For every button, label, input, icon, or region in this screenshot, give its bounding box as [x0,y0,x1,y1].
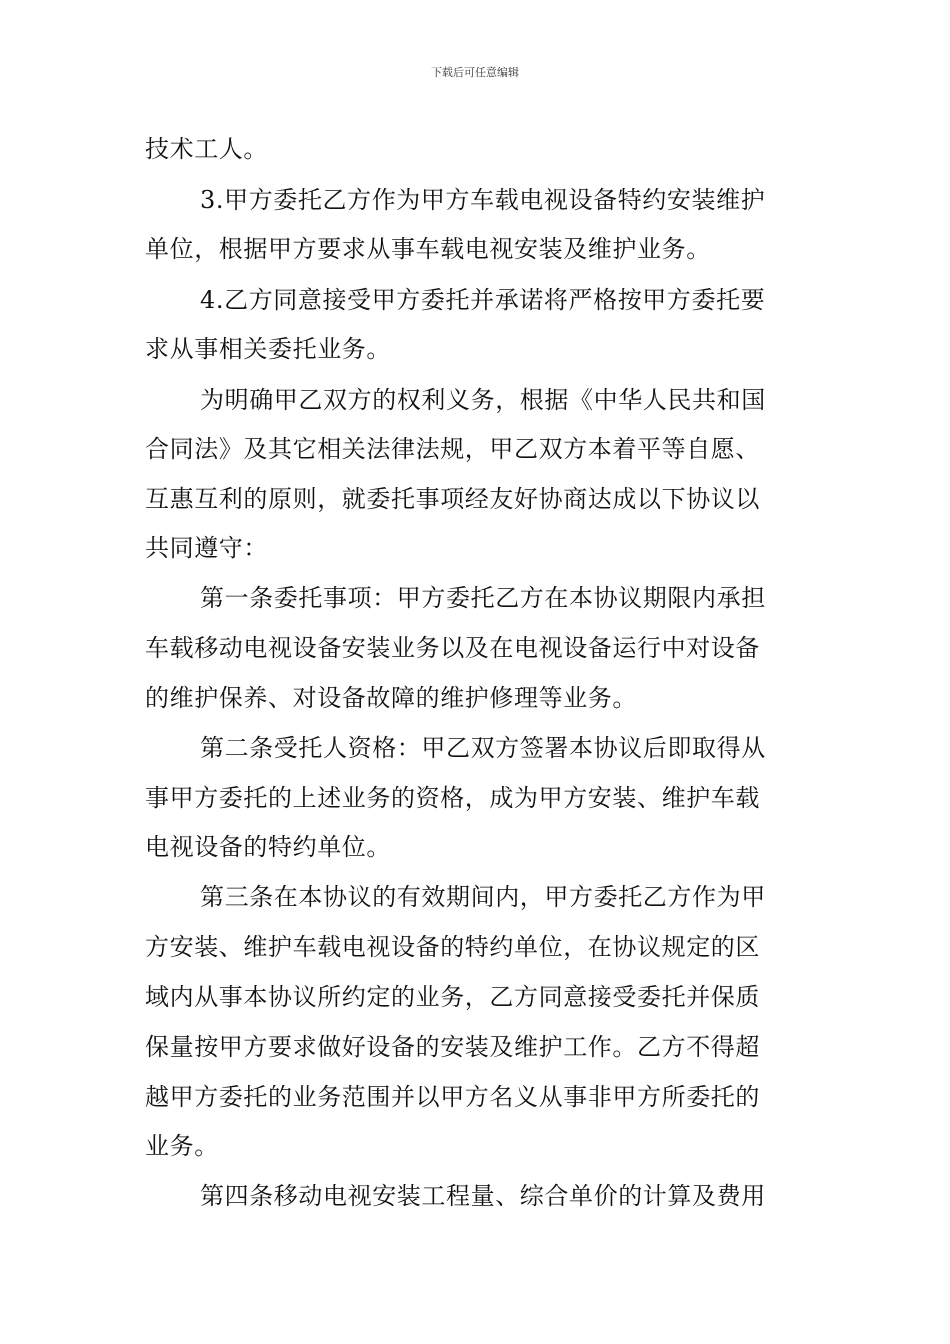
text-line: 车载移动电视设备安装业务以及在电视设备运行中对设备 [145,634,760,662]
text-line: 域内从事本协议所约定的业务，乙方同意接受委托并保质 [145,983,760,1011]
text-line: 4.乙方同意接受甲方委托并承诺将严格按甲方委托要 [200,286,766,314]
text-line: 单位，根据甲方要求从事车载电视安装及维护业务。 [145,235,711,263]
text-line: 第一条委托事项：甲方委托乙方在本协议期限内承担 [200,584,766,612]
text-line: 电视设备的特约单位。 [145,833,391,861]
text-line: 第二条受托人资格：甲乙双方签署本协议后即取得从 [200,734,766,762]
text-line: 第三条在本协议的有效期间内，甲方委托乙方作为甲 [200,883,766,911]
text-line: 事甲方委托的上述业务的资格，成为甲方安装、维护车载 [145,784,760,812]
text-line: 业务。 [145,1132,219,1160]
text-line: 共同遵守： [145,534,268,562]
text-line: 第四条移动电视安装工程量、综合单价的计算及费用 [200,1182,766,1210]
text-line: 方安装、维护车载电视设备的特约单位，在协议规定的区 [145,933,760,961]
text-line: 为明确甲乙双方的权利义务，根据《中华人民共和国 [200,386,766,414]
page-header-note: 下载后可任意编辑 [431,66,519,79]
text-line: 越甲方委托的业务范围并以甲方名义从事非甲方所委托的 [145,1083,760,1111]
text-line: 互惠互利的原则，就委托事项经友好协商达成以下协议以 [145,485,760,513]
text-line: 的维护保养、对设备故障的维护修理等业务。 [145,684,637,712]
text-line: 3.甲方委托乙方作为甲方车载电视设备特约安装维护 [200,186,766,214]
text-line: 求从事相关委托业务。 [145,335,391,363]
text-line: 保量按甲方要求做好设备的安装及维护工作。乙方不得超 [145,1033,760,1061]
text-line: 合同法》及其它相关法律法规，甲乙双方本着平等自愿、 [145,435,760,463]
text-line: 技术工人。 [145,135,268,163]
